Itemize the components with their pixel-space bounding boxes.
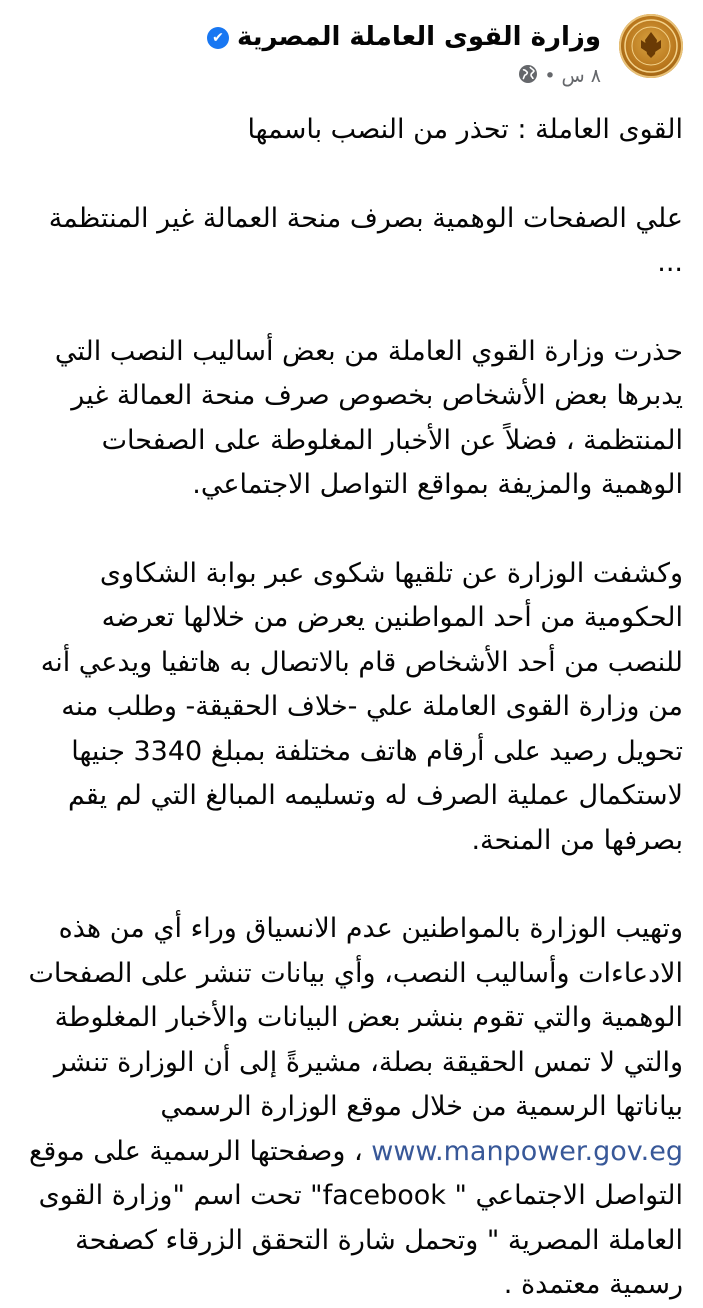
post-meta xyxy=(518,64,601,89)
post-time[interactable]: ٨ س xyxy=(561,65,601,87)
post-paragraph-3 xyxy=(22,907,683,1308)
meta-separator: • xyxy=(544,65,556,87)
ministry-website-link[interactable]: www.manpower.gov.eg xyxy=(371,1135,683,1167)
ministry-logo xyxy=(619,14,683,78)
post-paragraph-1: حذرت وزارة القوي العاملة من بعض أساليب النصب التي يدبرها بعض الأشخاص بخصوص صرف منحة العمالة غير المنتظمة ، فضلاً عن الأخبار المغلوطة على الصفحات الوهمية والمزيفة بمواقع التواصل الاجتماعي. xyxy=(54,335,683,500)
page-name[interactable] xyxy=(207,22,601,52)
paragraph-3-part-2: ، وصفحتها الرسمية على موقع التواصل الاجتماعي " xyxy=(29,1135,683,1211)
post-title: القوى العاملة : تحذر من النصب باسمها xyxy=(247,114,683,145)
verified-badge-icon: ✔ xyxy=(207,27,229,49)
page-avatar[interactable] xyxy=(619,14,683,78)
post-paragraph-2: وكشفت الوزارة عن تلقيها شكوى عبر بوابة الشكاوى الحكومية من أحد المواطنين يعرض من خلالها تعرضه للنصب من أحد الأشخاص قام بالاتصال به هاتفيا ويدعي أنه من وزارة القوى العاملة علي -خلاف الحقيقة- وطلب منه تحويل رصيد على أرقام هاتف مختلفة بمبلغ 3340 جنيها لاستكمال عملية الصرف له وتسليمه المبالغ التي لم يقم بصرفها من المنحة. xyxy=(40,557,683,856)
paragraph-3-part-3: " تحت اسم "وزارة القوى العاملة المصرية " وتحمل شارة التحقق الزرقاء كصفحة رسمية معتمدة . xyxy=(38,1180,683,1300)
page-name-text[interactable]: وزارة القوى العاملة المصرية xyxy=(236,22,601,52)
facebook-word: facebook xyxy=(322,1180,446,1211)
post-subtitle: علي الصفحات الوهمية بصرف منحة العمالة غير المنتظمة ... xyxy=(48,202,683,278)
post-header xyxy=(22,0,683,108)
post-body xyxy=(22,108,683,1308)
globe-icon[interactable] xyxy=(518,64,538,89)
paragraph-3-part-1: وتهيب الوزارة بالمواطنين عدم الانسياق وراء أي من هذه الادعاءات وأساليب النصب، وأي بيانات تنشر على الصفحات الوهمية والتي تقوم بنشر بعض البيانات والأخبار المغلوطة والتي لا تمس الحقيقة بصلة، مشيرةً إلى أن الوزارة تنشر بياناتها الرسمية من خلال موقع الوزارة الرسمي xyxy=(28,913,683,1122)
